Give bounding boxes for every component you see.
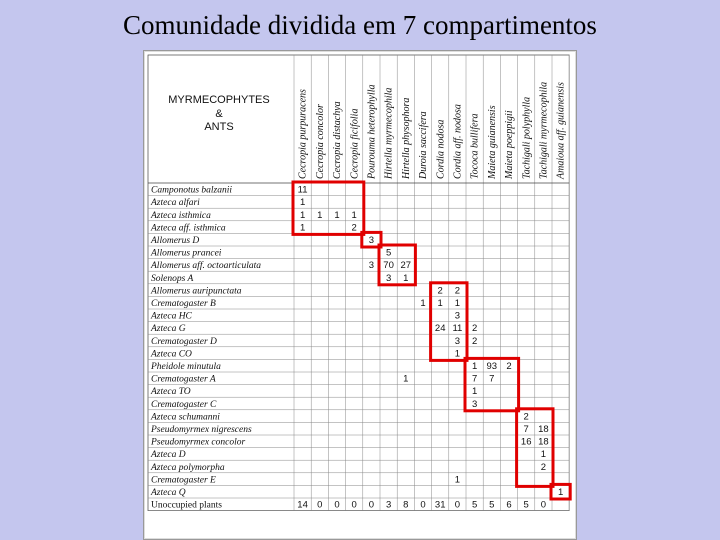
cell-value: 5 (471, 499, 478, 511)
scanned-matrix-figure (143, 50, 577, 540)
plant-name-7: Duroia saccifera (418, 111, 430, 179)
cell-value: 1 (351, 209, 357, 221)
ant-name-24: Azteca Q (151, 488, 186, 498)
cell-value: 18 (538, 436, 549, 448)
cell-value: 0 (368, 499, 375, 511)
cell-value: 1 (454, 348, 461, 360)
plant-name-13: Tachigali polyphylla (521, 96, 533, 179)
plant-name-1: Cecropia concolor (314, 104, 326, 179)
cell-value: 27 (400, 260, 412, 272)
plant-name-0: Cecropia purpuracens (297, 89, 309, 179)
ant-name-0: Camponotus balzanii (151, 185, 233, 196)
cell-value: 1 (334, 209, 340, 221)
cell-value: 3 (454, 335, 461, 347)
cell-value: 2 (351, 222, 357, 234)
cell-value: 7 (489, 373, 495, 385)
matrix-header-line2: & (215, 108, 223, 120)
plant-name-11: Maieta guianensis (486, 105, 498, 179)
cell-value: 2 (506, 361, 512, 372)
association-matrix (144, 51, 576, 539)
cell-value: 3 (368, 260, 375, 272)
plant-name-6: Hirtella physophora (400, 97, 412, 179)
cell-value: 1 (557, 487, 564, 498)
ant-name-17: Crematogaster C (151, 399, 217, 410)
ant-name-7: Solenops A (151, 273, 194, 284)
cell-value: 24 (434, 323, 446, 335)
cell-value: 2 (523, 411, 529, 423)
plant-name-3: Cecropia ficifolia (349, 108, 361, 179)
ant-name-23: Crematogaster E (151, 475, 216, 486)
cell-value: 1 (420, 298, 426, 309)
cell-value: 0 (420, 499, 426, 511)
cell-value: 3 (385, 499, 392, 511)
cell-value: 1 (299, 197, 306, 209)
cell-value: 5 (385, 247, 392, 259)
ant-name-14: Pheidole minutula (151, 362, 221, 372)
cell-value: 1 (454, 474, 461, 486)
cell-value: 1 (299, 209, 306, 221)
cell-value: 1 (403, 373, 409, 385)
cell-value: 1 (471, 386, 478, 398)
ant-name-3: Azteca aff. isthmica (151, 223, 226, 234)
cell-value: 2 (471, 335, 478, 347)
ant-name-10: Azteca HC (151, 311, 192, 322)
ant-name-25: Unoccupied plants (151, 500, 222, 511)
plant-name-9: Cordia aff. nodosa (452, 104, 464, 179)
cell-value: 3 (471, 398, 478, 410)
ant-name-11: Azteca G (151, 324, 186, 335)
cell-value: 8 (403, 499, 409, 511)
cell-value: 2 (454, 285, 461, 297)
cell-value: 2 (540, 461, 547, 473)
plant-name-10: Tococa bullifera (469, 113, 481, 179)
ant-name-21: Azteca D (151, 450, 186, 461)
plant-name-15: Amaioua aff. guianensis (555, 82, 567, 179)
ant-name-15: Crematogaster A (151, 374, 216, 385)
cell-value: 16 (520, 436, 532, 448)
ant-name-12: Crematogaster D (151, 336, 217, 347)
plant-name-12: Maieta poeppigii (504, 110, 516, 179)
ant-name-9: Crematogaster B (151, 299, 216, 309)
cell-value: 0 (454, 499, 461, 511)
cell-value: 14 (297, 499, 308, 511)
cell-value: 2 (471, 323, 478, 335)
cell-value: 0 (351, 499, 357, 511)
cell-value: 11 (297, 184, 308, 196)
cell-value: 5 (523, 499, 529, 511)
plant-name-4: Pourouma heterophylla (366, 84, 378, 179)
cell-value: 11 (452, 323, 463, 335)
cell-value: 0 (540, 499, 547, 511)
ant-name-19: Pseudomyrmex nigrescens (151, 425, 252, 435)
cell-value: 1 (317, 209, 323, 221)
ant-name-1: Azteca alfari (151, 198, 200, 209)
cell-value: 5 (489, 499, 495, 511)
cell-value: 1 (299, 222, 306, 234)
cell-value: 7 (523, 424, 529, 435)
plant-name-5: Hirtella myrmecophila (383, 87, 395, 179)
cell-value: 70 (383, 260, 394, 272)
cell-value: 31 (434, 499, 446, 511)
ant-name-4: Allomerus D (151, 236, 200, 246)
ant-name-16: Azteca TO (151, 387, 191, 398)
cell-value: 1 (403, 272, 409, 284)
ant-name-5: Allomerus prancei (151, 248, 222, 259)
cell-value: 93 (486, 361, 498, 372)
cell-value: 1 (454, 298, 461, 309)
cell-value: 1 (471, 361, 478, 372)
plant-name-2: Cecropia distachya (332, 101, 344, 179)
plant-name-14: Tachigali myrmecophila (538, 81, 550, 179)
cell-value: 3 (385, 272, 392, 284)
cell-value: 6 (506, 499, 512, 511)
cell-value: 2 (437, 285, 443, 297)
plant-name-8: Cordia nodosa (435, 119, 447, 179)
cell-value: 7 (471, 373, 478, 385)
cell-value: 3 (454, 310, 461, 322)
cell-value: 1 (437, 298, 443, 309)
ant-name-13: Azteca CO (151, 349, 192, 360)
matrix-header-line1: MYRMECOPHYTES (168, 94, 270, 106)
ant-name-6: Allomerus aff. octoarticulata (151, 261, 262, 272)
cell-value: 0 (317, 499, 323, 511)
ant-name-18: Azteca schumanni (151, 412, 220, 423)
ant-name-8: Allomerus auripunctata (151, 286, 242, 297)
matrix-header-line3: ANTS (204, 121, 234, 133)
slide-title: Comunidade dividida em 7 compartimentos (123, 10, 597, 40)
cell-value: 1 (540, 449, 547, 461)
ant-name-22: Azteca polymorpha (151, 462, 225, 473)
cell-value: 3 (368, 235, 375, 246)
ant-name-20: Pseudomyrmex concolor (151, 437, 246, 448)
cell-value: 0 (334, 499, 340, 511)
cell-value: 18 (538, 424, 549, 435)
ant-name-2: Azteca isthmica (151, 210, 211, 221)
